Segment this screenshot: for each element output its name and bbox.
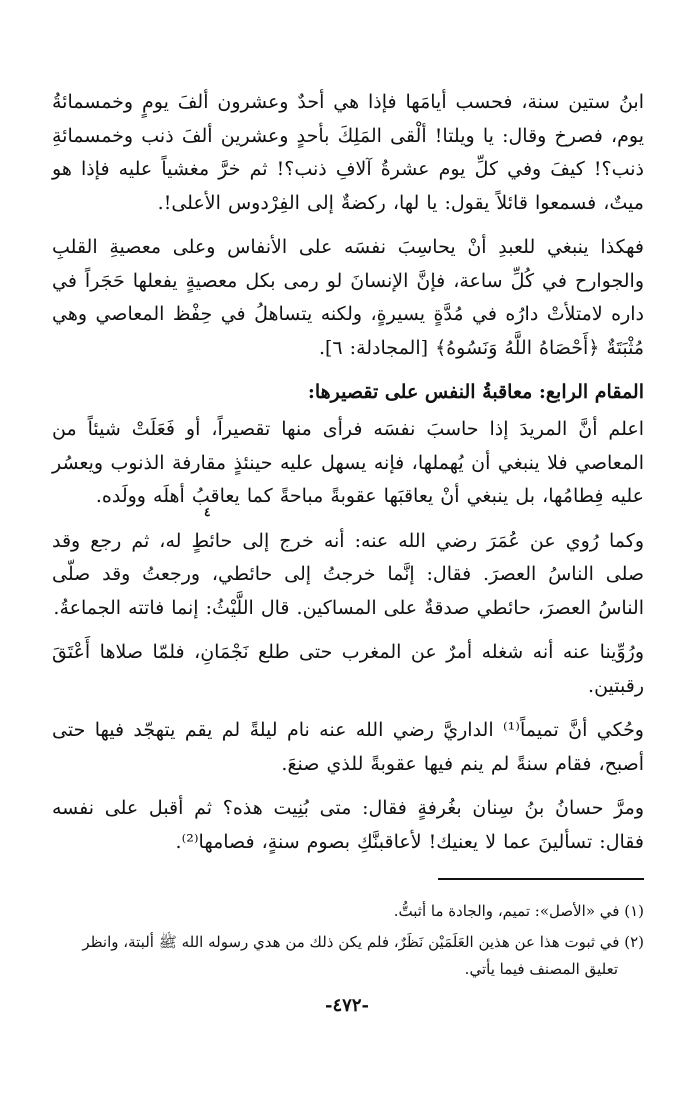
footnote-divider (438, 878, 644, 880)
paragraph-umar-maghrib: ورُوِّينا عنه أنه شغله أمرٌ عن المغرب حتى طلع نَجْمَانِ، فلمّا صلاها أَعْتَقَ رقبتين. (52, 641, 644, 697)
paragraph-muhasaba: فهكذا ينبغي للعبدِ أنْ يحاسِبَ نفسَه على الأنفاس وعلى معصيةِ القلبِ والجوارح في كُلِّ ساعة، فإنَّ الإنسانَ لو رمى بكل معصيةٍ يفعلها حَجَراً في داره لامتلأتْ دارُه في مُدَّةٍ يسيرةٍ، ولكنه يتساهلُ في حِفْظ المعاصي وهي مُثْبَتَةٌ ﴿أَحْصَاهُ اللَّهُ وَنَسُوهُ﴾ [المجادلة: ٦]. (52, 236, 644, 359)
footnote-2-line-2: تعليق المصنف فيما يأتي. (464, 960, 618, 978)
paragraph-umar-garden: وكما رُوي عن عُمَرَ رضي الله عنه: أنه خرج إلى حائطٍ له، ثم رجع وقد صلى الناسُ العصرَ. فقال: إنَّما خرجتُ إلى حائطي، ورجعتُ وقد صلّى الناسُ العصرَ، حائطي صدقةٌ على المساكين. قال اللَّيْثُ: إنما فاتته الجماعةُ. (52, 529, 644, 619)
section-heading-fourth-station: المقام الرابع: معاقبةُ النفس على تقصيرها: (307, 381, 644, 403)
paragraph-tamim-dari: وحُكي أنَّ تميماً⁽¹⁾ الداريَّ رضي الله عنه نام ليلةً لم يقم يتهجّد فيها حتى أصبح، فقام سنةً لم ينم فيها عقوبةً للذي صنعَ. (52, 719, 644, 775)
footnotes (52, 898, 644, 987)
page-number: -٤٧٢- (325, 995, 369, 1016)
paragraph-murid-punishment: اعلم أنَّ المريدَ إذا حاسبَ نفسَه فرأى منها تقصيراً، أو فَعَلَتْ شيئاً من المعاصي فلا ينبغي أن يُهملها، فإنه يسهل عليه حينئذٍ مقارفة الذنوب ويعسُر عليه فِطامُها، بل ينبغي أنْ يعاقبَها عقوبةً مباحةً كما يعاقبُ أهلَه وولَده. (52, 418, 644, 507)
footnote-1: (١) في «الأصل»: تميم، والجادة ما أثبتُّ. (393, 902, 644, 920)
paragraph-hassan-bin-sinan: ومرَّ حسانُ بنُ سِنان بغُرفةٍ فقال: متى بُنِيت هذه؟ ثم أقبل على نفسه فقال: تسألينَ عما لا يعنيك! لأعاقبنَّكِ بصوم سنةٍ، فصامها⁽²⁾. (52, 797, 644, 853)
footnote-2 (52, 929, 644, 983)
footnote-2-line-1: (٢) في ثبوت هذا عن هذين العَلَمَيْن نَظَرٌ، فلم يكن ذلك من هدي رسوله الله ﷺ ألبتة، وانظر (82, 933, 644, 951)
stray-print-mark: ٤ (204, 505, 211, 519)
paragraph-ibn-sittin: ابنُ ستين سنة، فحسب أيامَها فإذا هي أحدٌ وعشرون ألفَ يومٍ وخمسمائةُ يوم، فصرخ وقال: يا ويلتا! ألْقى المَلِكَ بأحدٍ وعشرين ألفَ ذنب وخمسمائةِ ذنب؟! كيفَ وفي كلِّ يوم عشرةُ آلافِ ذنب؟! ثم خرَّ مغشياً عليه فإذا هو ميتٌ، فسمعوا قائلاً يقول: يا لها، ركضةٌ إلى الفِرْدوس الأعلى!. (52, 91, 644, 214)
